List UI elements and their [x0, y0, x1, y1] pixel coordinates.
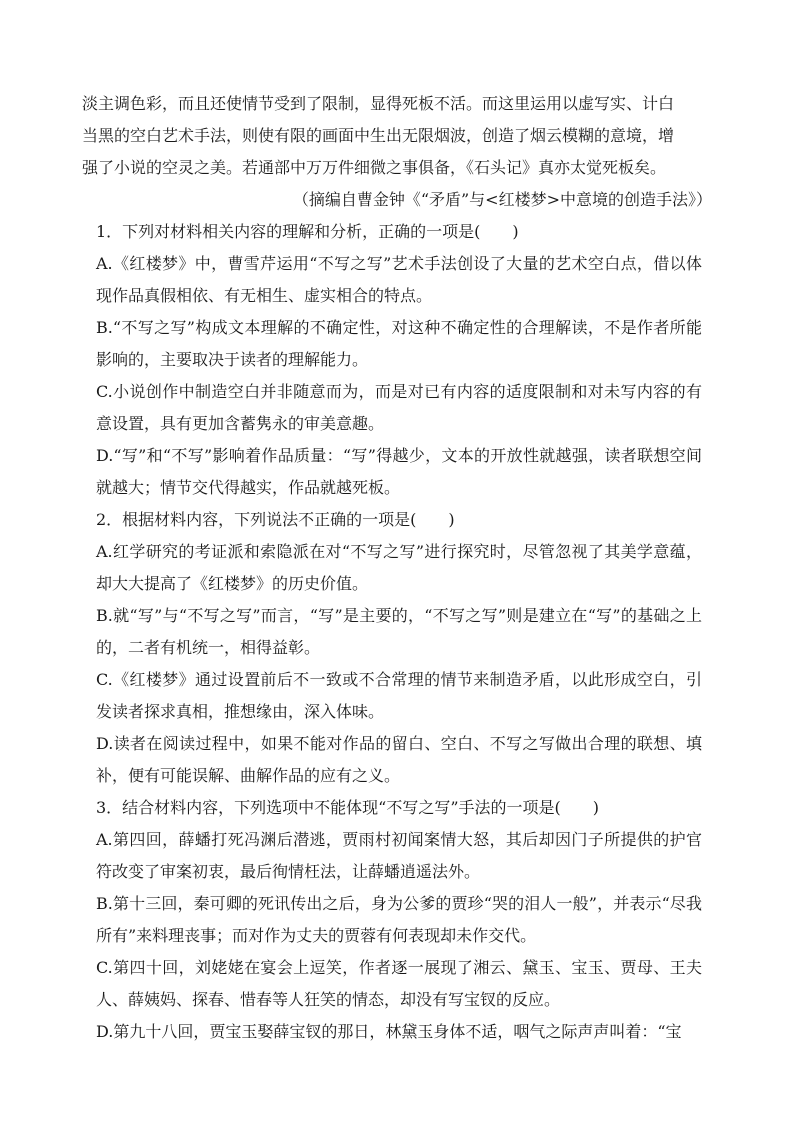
passage-source: （摘编自曹金钟《“矛盾”与<红楼梦>中意境的创造手法》）	[292, 190, 712, 209]
passage-excerpt	[82, 88, 712, 184]
option-d: D.第九十八回，贾宝玉娶薛宝钗的那日，林黛玉身体不适，咽气之际声声叫着：“宝	[96, 1022, 682, 1041]
question-stem: 3．结合材料内容，下列选项中不能体现“不写之写”手法的一项是( )	[96, 798, 600, 817]
question-list	[96, 216, 702, 1048]
option-a: A.《红楼梦》中，曹雪芹运用“不写之写”艺术手法创设了大量的艺术空白点，借以体现作品真假相依、有无相生、虚实相合的特点。	[96, 254, 702, 305]
option-b: B.“不写之写”构成文本理解的不确定性，对这种不确定性的合理解读，不是作者所能影响的，主要取决于读者的理解能力。	[96, 318, 702, 369]
option-b: B.第十三回，秦可卿的死讯传出之后，身为公爹的贾珍“哭的泪人一般”，并表示“尽我所有”来料理丧事；而对作为丈夫的贾蓉有何表现却未作交代。	[96, 894, 702, 945]
passage-line: 淡主调色彩，而且还使情节受到了限制，显得死板不活。而这里运用以虚写实、计白	[82, 94, 675, 113]
option-b: B.就“写”与“不写之写”而言，“写”是主要的，“不写之写”则是建立在“写”的基础之上的，二者有机统一，相得益彰。	[96, 606, 702, 657]
passage-line: 强了小说的空灵之美。若通部中万万件细微之事俱备，《石头记》真亦太觉死板矣。	[82, 158, 667, 177]
option-c: C.小说创作中制造空白并非随意而为，而是对已有内容的适度限制和对未写内容的有意设置，具有更加含蓄隽永的审美意趣。	[96, 382, 702, 433]
option-d: D.“写”和“不写”影响着作品质量：“写”得越少，文本的开放性就越强，读者联想空间就越大；情节交代得越实，作品就越死板。	[96, 446, 702, 497]
question-stem: 2．根据材料内容，下列说法不正确的一项是( )	[96, 510, 455, 529]
question-3	[96, 792, 702, 1048]
question-1	[96, 216, 702, 504]
option-d: D.读者在阅读过程中，如果不能对作品的留白、空白、不写之写做出合理的联想、填补，便有可能误解、曲解作品的应有之义。	[96, 734, 702, 785]
question-stem: 1．下列对材料相关内容的理解和分析，正确的一项是( )	[96, 222, 519, 241]
option-c: C.第四十回，刘姥姥在宴会上逗笑，作者逐一展现了湘云、黛玉、宝玉、贾母、王夫人、薛姨妈、探春、惜春等人狂笑的情态，却没有写宝钗的反应。	[96, 958, 702, 1009]
option-c: C.《红楼梦》通过设置前后不一致或不合常理的情节来制造矛盾，以此形成空白，引发读者探求真相，推想缘由，深入体味。	[96, 670, 702, 721]
question-2	[96, 504, 702, 792]
option-a: A.第四回，薛蟠打死冯渊后潜逃，贾雨村初闻案情大怒，其后却因门子所提供的护官符改变了审案初衷，最后徇情枉法，让薛蟠逍遥法外。	[96, 830, 702, 881]
passage-line: 当黑的空白艺术手法，则使有限的画面中生出无限烟波，创造了烟云模糊的意境，增	[82, 126, 675, 145]
option-a: A.红学研究的考证派和索隐派在对“不写之写”进行探究时，尽管忽视了其美学意蕴，却大大提高了《红楼梦》的历史价值。	[96, 542, 702, 593]
